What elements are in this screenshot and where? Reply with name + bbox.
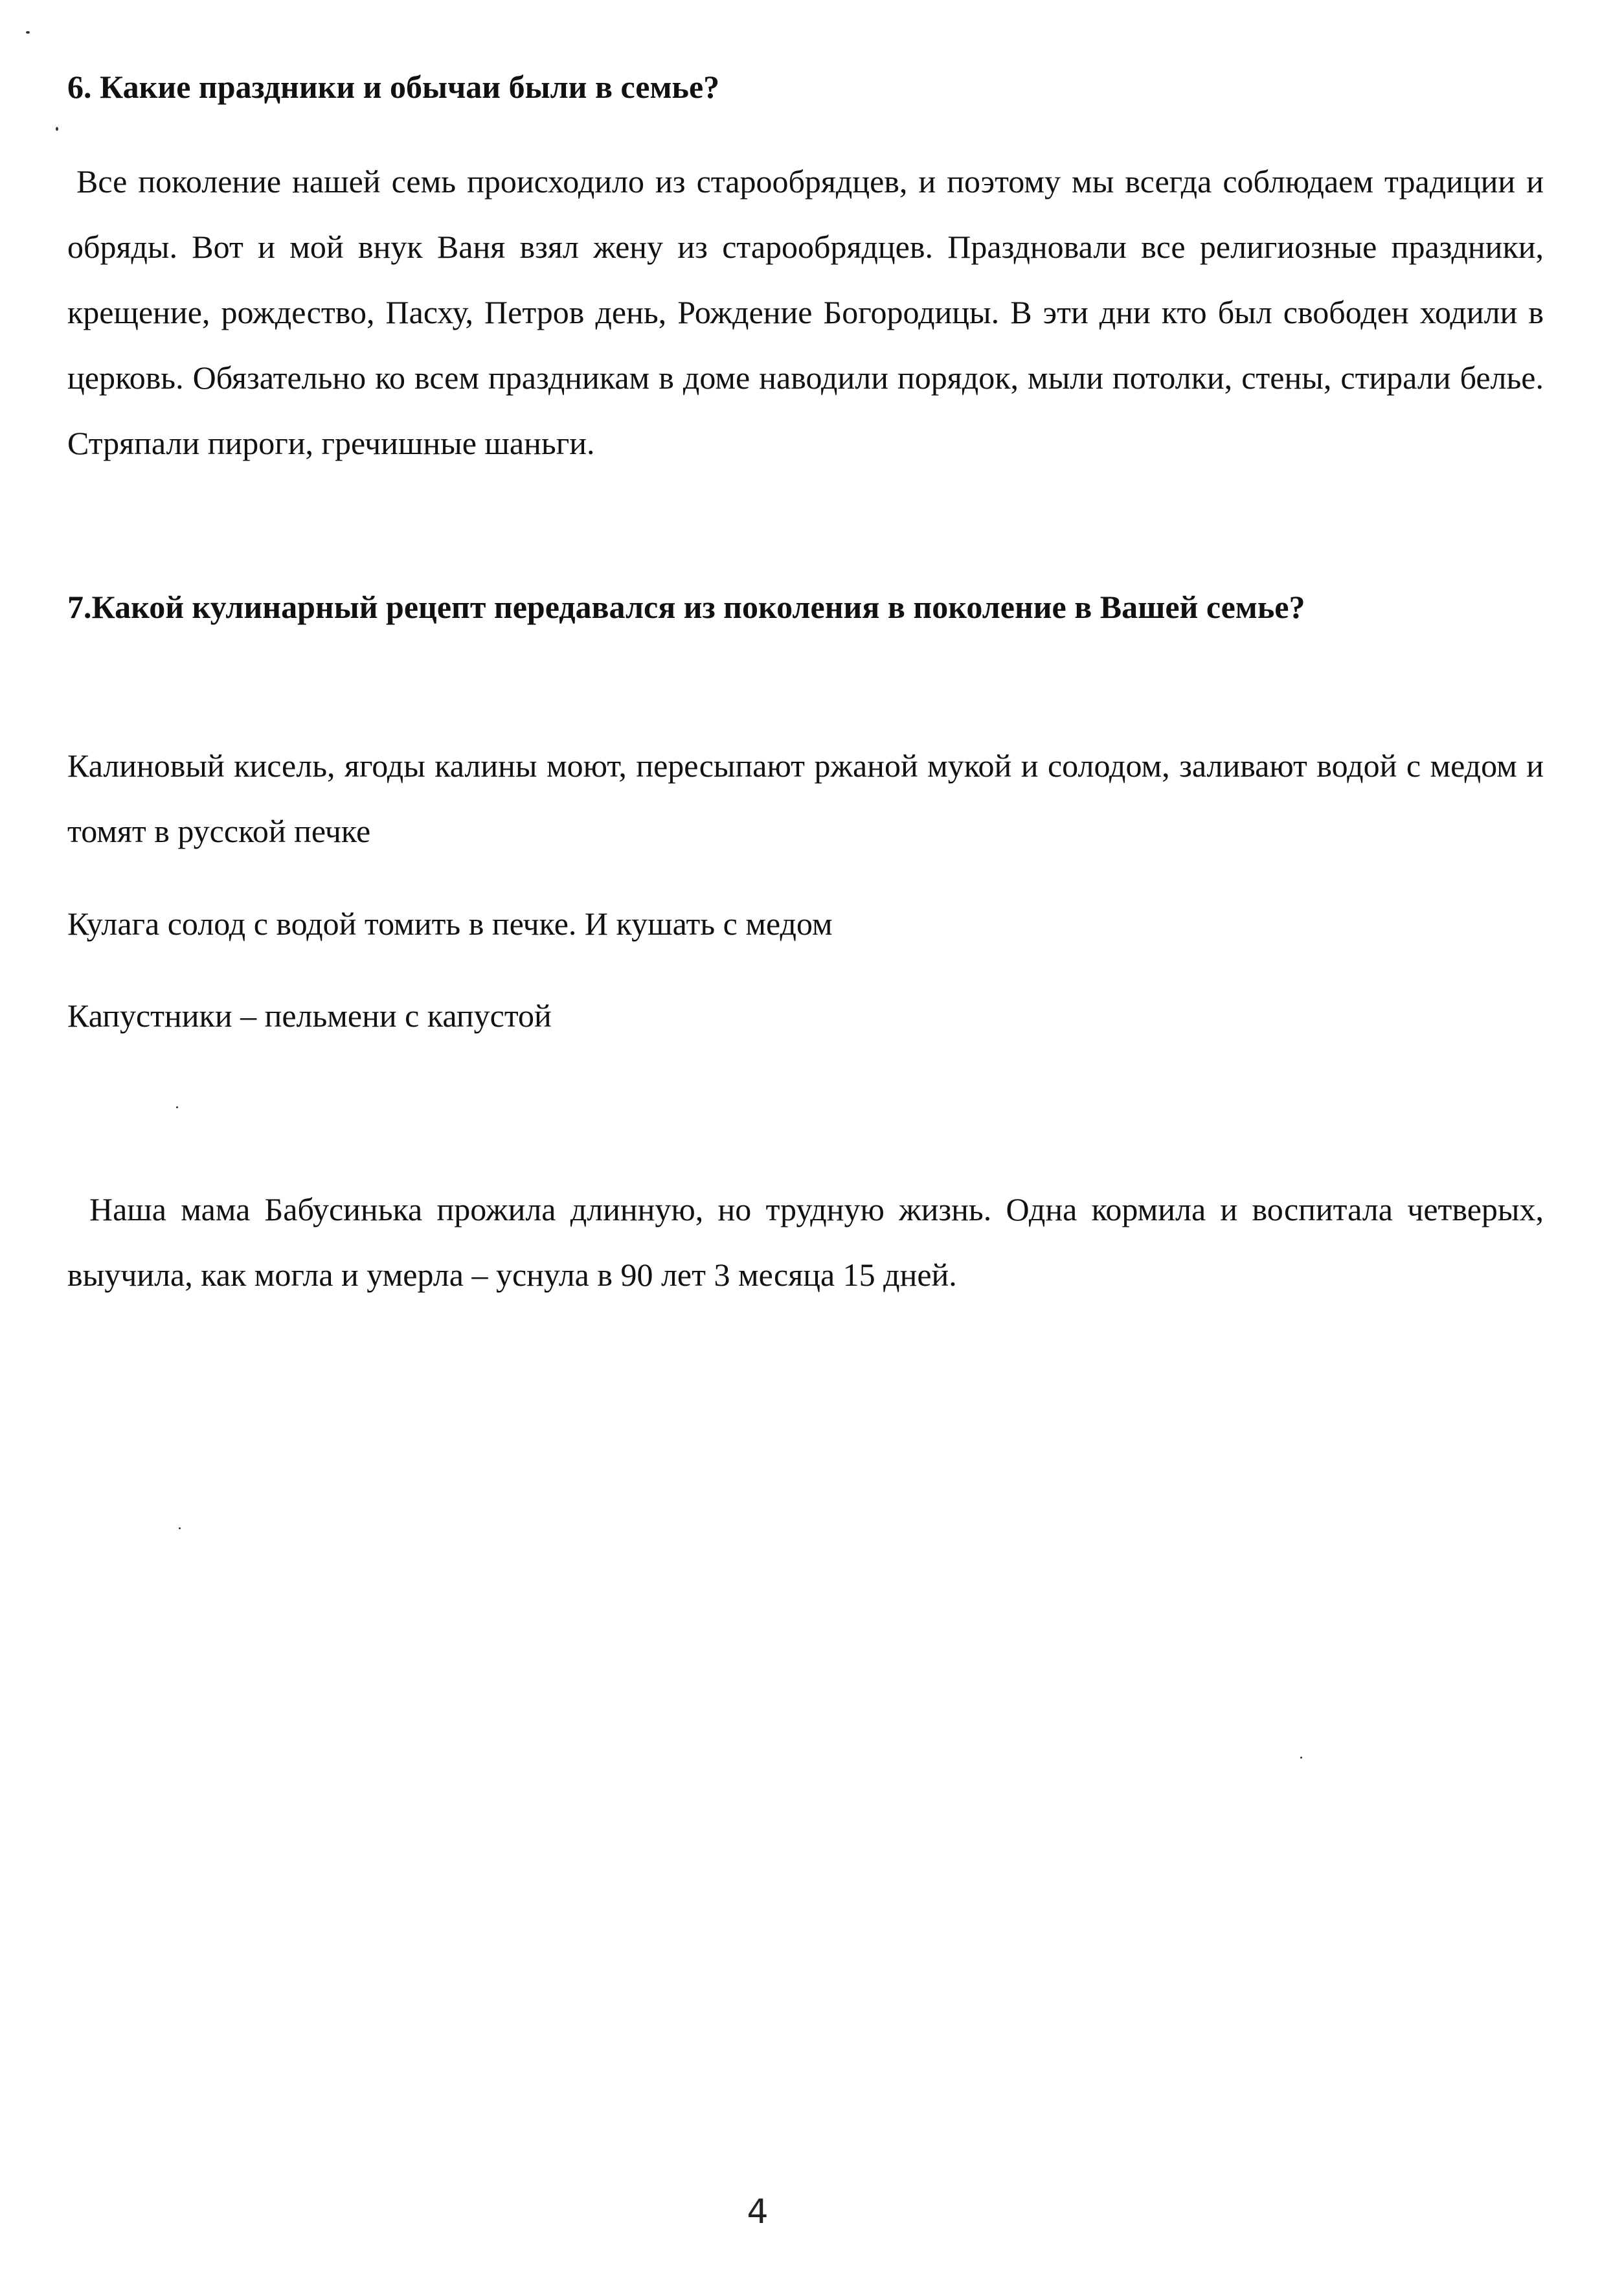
section-paragraph-holidays: Все поколение нашей семь происходило из старообрядцев, и поэтому мы всегда соблюдаем традиции и обряды. Вот и мой внук Ваня взял жену из старообрядцев. Праздновали все религиозные праздники, крещение, рождество, Пасху, Петров день, Рождение Богородицы. В эти дни кто был свободен ходили в церковь. Обязательно ко всем праздникам в доме наводили порядок, мыли потолки, стены, стирали белье. Стряпали пироги, гречишные шаньги. bbox=[67, 163, 1544, 461]
page-number: 4 bbox=[747, 2193, 769, 2231]
closing-paragraph: Наша мама Бабусинька прожила длинную, но трудную жизнь. Одна кормила и воспитала четверых, выучила, как могла и умерла – уснула в 90 лет 3 месяца 15 дней. bbox=[67, 1191, 1544, 1293]
section-heading-holidays: 6. Какие праздники и обычаи были в семье? bbox=[67, 69, 720, 105]
scan-speck bbox=[56, 127, 58, 131]
recipe-paragraph-kapustniki: Капустники – пельмени с капустой bbox=[67, 998, 552, 1034]
scan-speck bbox=[1300, 1757, 1302, 1759]
recipe-paragraph-kulaga: Кулага солод с водой томить в печке. И кушать с медом bbox=[67, 906, 833, 942]
recipe-paragraph-kisel: Калиновый кисель, ягоды калины моют, пересыпают ржаной мукой и солодом, заливают водой с медом и томят в русской печке bbox=[67, 747, 1544, 849]
scan-speck bbox=[26, 31, 30, 34]
section-heading-recipe: 7.Какой кулинарный рецепт передавался из поколения в поколение в Вашей семье? bbox=[67, 589, 1305, 625]
scan-speck bbox=[179, 1527, 181, 1529]
scan-speck bbox=[176, 1106, 178, 1108]
